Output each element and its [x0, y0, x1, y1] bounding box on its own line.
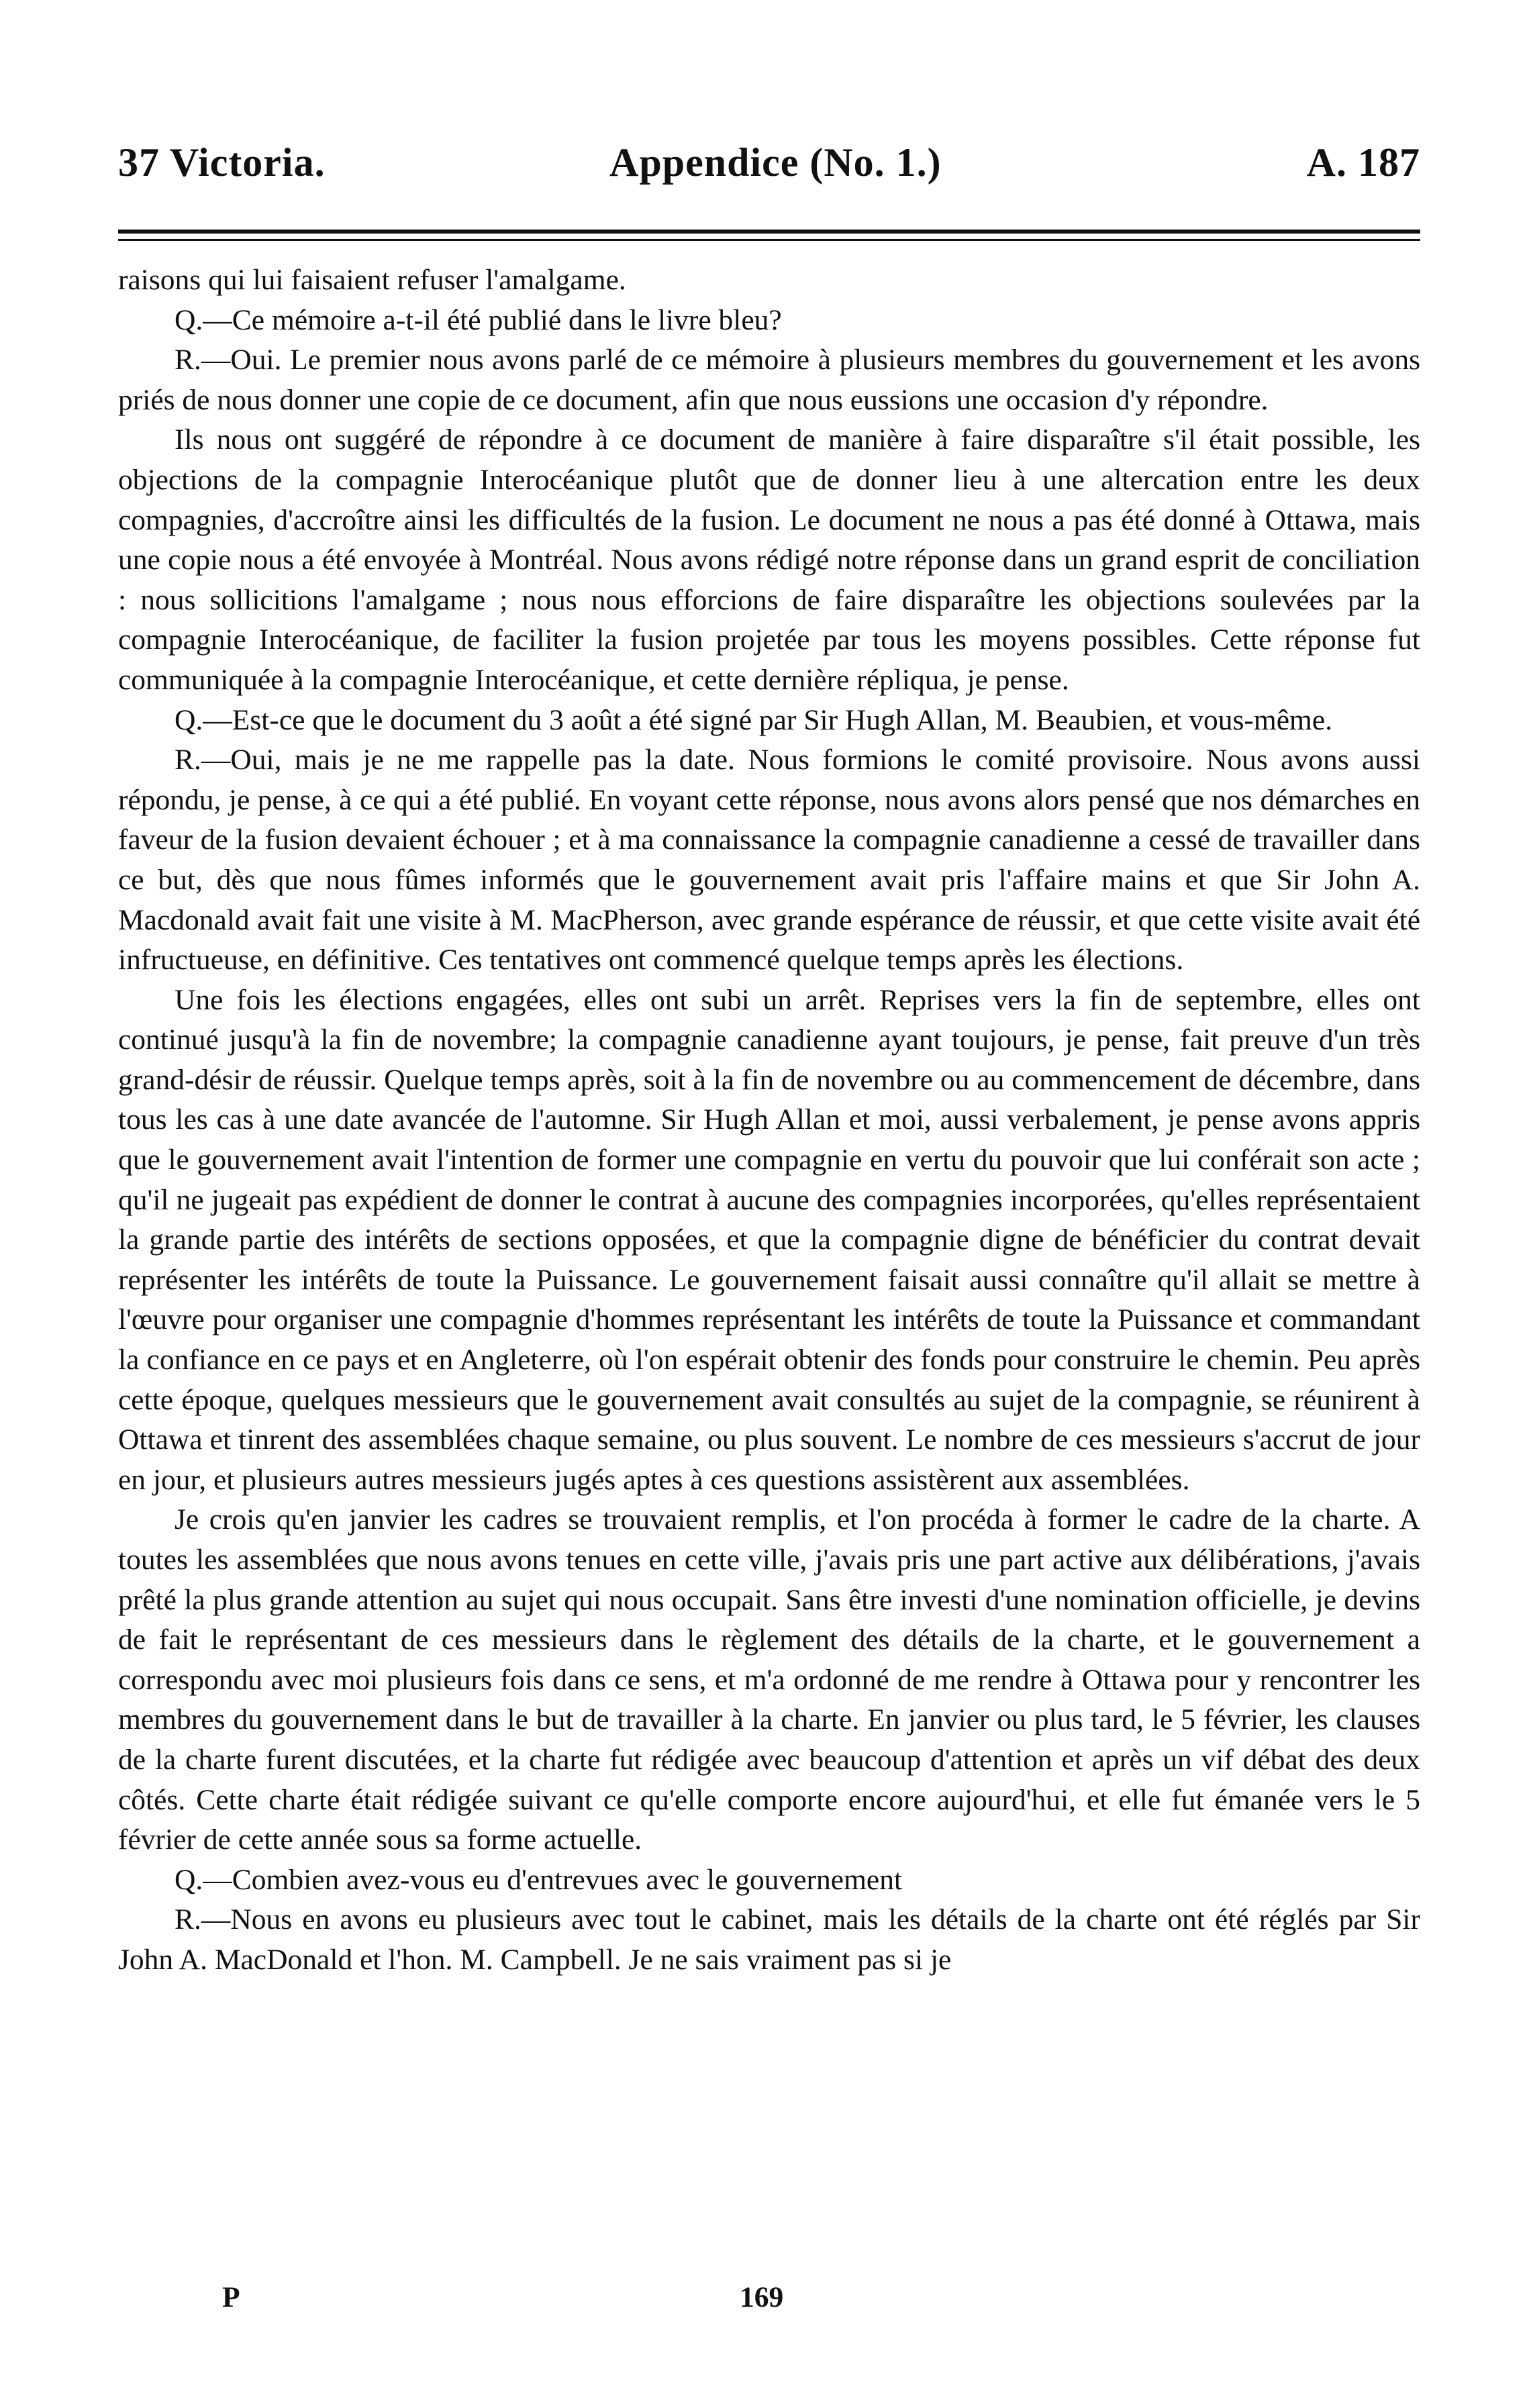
page-number: 169: [740, 2281, 784, 2313]
paragraph: R.—Nous en avons eu plusieurs avec tout le cabinet, mais les détails de la charte ont été réglés par Sir John A. MacDonald et l'hon. M. Campbell. Je ne sais vraiment pas si je: [118, 1903, 1420, 1976]
header-appendix: Appendice (No. 1.): [609, 140, 942, 185]
header-number: A. 187: [1306, 140, 1420, 185]
paragraph: Ils nous ont suggéré de répondre à ce document de manière à faire disparaître s'il était possible, les objections de la compagnie Interocéanique plutôt que de donner lieu à une altercation entre les deux compagnies, d'accroître ainsi les difficultés de la fusion. Le document ne nous a pas été donné à Ottawa, mais une copie nous a été envoyée à Montréal. Nous avons rédigé notre réponse dans un grand esprit de conciliation : nous sollicitions l'amalgame ; nous nous efforcions de faire disparaître les objections soulevées par la compagnie Interocéanique, de faciliter la fusion projetée par tous les moyens possibles. Cette réponse fut communiquée à la compagnie Interocéanique, et cette dernière répliqua, je pense.: [118, 423, 1420, 696]
header-rule-thick: [118, 230, 1420, 234]
body-text: [118, 260, 1420, 1980]
signature-mark: P: [222, 2281, 240, 2313]
paragraph: Une fois les élections engagées, elles ont subi un arrêt. Reprises vers la fin de septembre, elles ont continué jusqu'à la fin de novembre; la compagnie canadienne ayant toujours, je pense, fait preuve d'un très grand-désir de réussir. Quelque temps après, soit à la fin de novembre ou au commencement de décembre, dans tous les cas à une date avancée de l'automne. Sir Hugh Allan et moi, aussi verbalement, je pense avons appris que le gouvernement avait l'intention de former une compagnie en vertu du pouvoir que lui conférait son acte ; qu'il ne jugeait pas expédient de donner le contrat à aucune des compagnies incorporées, qu'elles représentaient la grande partie des intérêts de sections opposées, et que la compagnie digne de bénéficier du contrat devait représenter les intérêts de toute la Puissance. Le gouvernement faisait aussi connaître qu'il allait se mettre à l'œuvre pour organiser une compagnie d'hommes représentant les intérêts de toute la Puissance et commandant la confiance en ce pays et en Angleterre, où l'on espérait obtenir des fonds pour construire le chemin. Peu après cette époque, quelques messieurs que le gouvernement avait consultés au sujet de la compagnie, se réunirent à Ottawa et tinrent des assemblées chaque semaine, ou plus souvent. Le nombre de ces messieurs s'accrut de jour en jour, et plusieurs autres messieurs jugés aptes à ces questions assistèrent aux assemblées.: [118, 983, 1420, 1496]
paragraph: Q.—Combien avez-vous eu d'entrevues avec le gouvernement: [175, 1863, 903, 1896]
header-rule-thin: [118, 239, 1420, 241]
paragraph: R.—Oui. Le premier nous avons parlé de ce mémoire à plusieurs membres du gouvernement et les avons priés de nous donner une copie de ce document, afin que nous eussions une occasion d'y répondre.: [118, 344, 1420, 416]
page-footer: [118, 2280, 1420, 2327]
paragraph: R.—Oui, mais je ne me rappelle pas la date. Nous formions le comité provisoire. Nous avons aussi répondu, je pense, à ce qui a été publié. En voyant cette réponse, nous avons alors pensé que nos démarches en faveur de la fusion devaient échouer ; et à ma connaissance la compagnie canadienne a cessé de travailler dans ce but, dès que nous fûmes informés que le gouvernement avait pris l'affaire mains et que Sir John A. Macdonald avait fait une visite à M. MacPherson, avec grande espérance de réussir, et que cette visite avait été infructueuse, en définitive. Ces tentatives ont commencé quelque temps après les élections.: [118, 744, 1420, 976]
paragraph: Q.—Ce mémoire a-t-il été publié dans le livre bleu?: [175, 303, 782, 336]
paragraph: Je crois qu'en janvier les cadres se trouvaient remplis, et l'on procéda à former le cadre de la charte. A toutes les assemblées que nous avons tenues en cette ville, j'avais pris une part active aux délibérations, j'avais prêté la plus grande attention au sujet qui nous occupait. Sans être investi d'une nomination officielle, je devins de fait le représentant de ces messieurs dans le règlement des détails de la charte, et le gouvernement a correspondu avec moi plusieurs fois dans ce sens, et m'a ordonné de me rendre à Ottawa pour y rencontrer les membres du gouvernement dans le but de travailler à la charte. En janvier ou plus tard, le 5 février, les clauses de la charte furent discutées, et la charte fut rédigée avec beaucoup d'attention et après un vif débat des deux côtés. Cette charte était rédigée suivant ce qu'elle comporte encore aujourd'hui, et elle fut émanée vers le 5 février de cette année sous sa forme actuelle.: [118, 1503, 1420, 1856]
running-header: [118, 140, 1420, 200]
paragraph: Q.—Est-ce que le document du 3 août a été signé par Sir Hugh Allan, M. Beaubien, et vous-même.: [175, 703, 1333, 736]
paragraph: raisons qui lui faisaient refuser l'amalgame.: [118, 264, 626, 296]
header-session: 37 Victoria.: [118, 140, 326, 185]
